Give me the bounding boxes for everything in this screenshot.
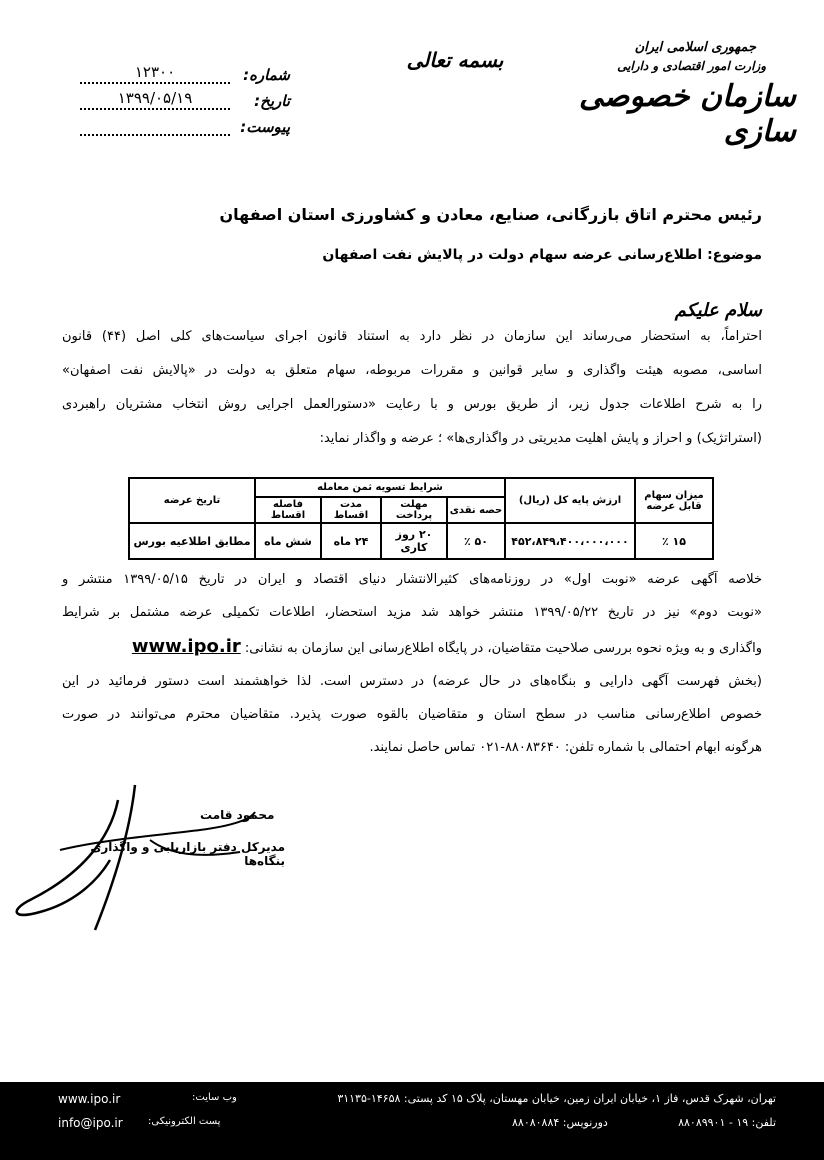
footer-fax: دورنویس: ۸۸۰۸۰۸۸۴ <box>512 1116 608 1129</box>
organization-name: سازمان خصوصی سازی <box>579 79 796 149</box>
table-row <box>129 523 713 559</box>
website-link[interactable]: www.ipo.ir <box>131 636 241 657</box>
header-value: ارزش پایه کل (ریال) <box>505 478 635 523</box>
footer-bar <box>0 1082 824 1160</box>
signatory-name: محمود قامت <box>200 808 275 822</box>
paragraph-line: احتراماً، به استحضار می‌رساند این سازمان در نظر دارد به استناد قانون اجرای سیاست‌های کلی اصل (۴۴) قانون <box>62 329 762 344</box>
paragraph-line: (استراتژیک) و احراز و پایش اهلیت مدیریتی در واگذاری‌ها» ؛ عرضه و واگذار نماید: <box>319 431 762 446</box>
ministry-line: وزارت امور اقتصادی و دارایی <box>617 59 766 73</box>
cell-interval: شش ماه <box>255 523 321 559</box>
cell-share: ۱۵ ٪ <box>635 523 713 559</box>
date-value: ۱۳۹۹/۰۵/۱۹ <box>80 89 230 110</box>
paragraph-line <box>62 638 762 656</box>
organization-logo-block <box>576 40 796 149</box>
footer-email-label: پست الکترونیکی: <box>148 1116 221 1127</box>
number-value: ۱۲۳۰۰ <box>80 63 230 84</box>
header-installments: مدت اقساط <box>321 497 381 523</box>
subject-line: موضوع: اطلاع‌رسانی عرضه سهام دولت در پالایش نفت اصفهان <box>322 247 762 263</box>
header-cash: حصه نقدی <box>447 497 505 523</box>
government-line: جمهوری اسلامی ایران <box>634 40 756 55</box>
footer-website-label: وب سایت: <box>192 1092 237 1103</box>
url-intro: واگذاری و به ویژه نحوه بررسی صلاحیت متقاضیان، در پایگاه اطلاع‌رسانی این سازمان به نشانی: <box>244 641 762 656</box>
number-row <box>80 58 290 84</box>
paragraph-line: (بخش فهرست آگهی دارایی و بنگاه‌های در حال عرضه) در دسترس است. لذا خواهشمند است دستور فرمائید در این <box>62 674 762 689</box>
footer-telephone: تلفن: ۱۹ - ۸۸۰۸۹۹۰۱ <box>678 1116 776 1129</box>
paragraph-line: هرگونه ابهام احتمالی با شماره تلفن: ۸۸۰۸۳۶۴۰-۰۲۱ تماس حاصل نمایند. <box>369 740 762 755</box>
header-deadline: مهلت پرداخت <box>381 497 447 523</box>
greeting: سلام علیکم <box>674 300 762 321</box>
paragraph-line: «نوبت دوم» نیز در تاریخ ۱۳۹۹/۰۵/۲۲ منتشر خواهد شد مزید استحضار، اطلاعات تکمیلی عرضه مشتمل بر شرایط <box>62 605 762 620</box>
date-label: تاریخ: <box>254 92 290 110</box>
cell-cash: ۵۰ ٪ <box>447 523 505 559</box>
footer-address: تهران، شهرک قدس، فاز ۱، خیابان ایران زمین، خیابان مهستان، پلاک ۱۵ کد پستی: ۱۴۶۵۸-۳۱۱۳۵ <box>337 1092 776 1105</box>
bismillah-heading: بسمه تعالی <box>406 48 504 72</box>
date-row <box>80 84 290 110</box>
attachment-label: پیوست: <box>240 118 290 136</box>
header-share: میزان سهام قابل عرضه <box>635 478 713 523</box>
cell-date: مطابق اطلاعیه بورس <box>129 523 255 559</box>
offering-table <box>128 477 714 560</box>
cell-installments: ۲۴ ماه <box>321 523 381 559</box>
attachment-row <box>80 110 290 136</box>
footer-website[interactable]: www.ipo.ir <box>58 1092 121 1106</box>
header-interval: فاصله اقساط <box>255 497 321 523</box>
signatory-title: مدیرکل دفتر بازاریابی و واگذاری بنگاه‌ها <box>90 840 285 868</box>
paragraph-line: خلاصه آگهی عرضه «نوبت اول» در روزنامه‌های کثیرالانتشار دنیای اقتصاد و ایران در تاریخ ۱۳۹۹/۰۵/۱۵ منتشر و <box>62 572 762 587</box>
header-settlement: شرایط تسویه ثمن معامله <box>255 478 505 497</box>
cell-deadline: ۲۰ روز کاری <box>381 523 447 559</box>
footer-email[interactable]: info@ipo.ir <box>58 1116 123 1130</box>
header-date: تاریخ عرضه <box>129 478 255 523</box>
paragraph-line: را به شرح اطلاعات جدول زیر، از طریق بورس و با رعایت «دستورالعمل اجرایی روش انتخاب مشتریان راهبردی <box>62 397 762 412</box>
cell-value: ۴۵۲،۸۴۹،۴۰۰،۰۰۰،۰۰۰ <box>505 523 635 559</box>
attachment-value <box>80 133 230 136</box>
paragraph-line: خصوص اطلاع‌رسانی مناسب در سطح استان و متقاضیان بالقوه صورت پذیرد. متقاضیان محترم می‌توانند در صورت <box>62 707 762 722</box>
letter-meta <box>80 58 290 136</box>
number-label: شماره: <box>243 66 290 84</box>
recipient-line: رئیس محترم اتاق بازرگانی، صنایع، معادن و کشاورزی استان اصفهان <box>219 205 762 224</box>
paragraph-line: اساسی، مصوبه هیئت واگذاری و سایر قوانین و مقررات مربوطه، سهام متعلق به دولت در «پالایش نفت اصفهان» <box>62 363 762 378</box>
